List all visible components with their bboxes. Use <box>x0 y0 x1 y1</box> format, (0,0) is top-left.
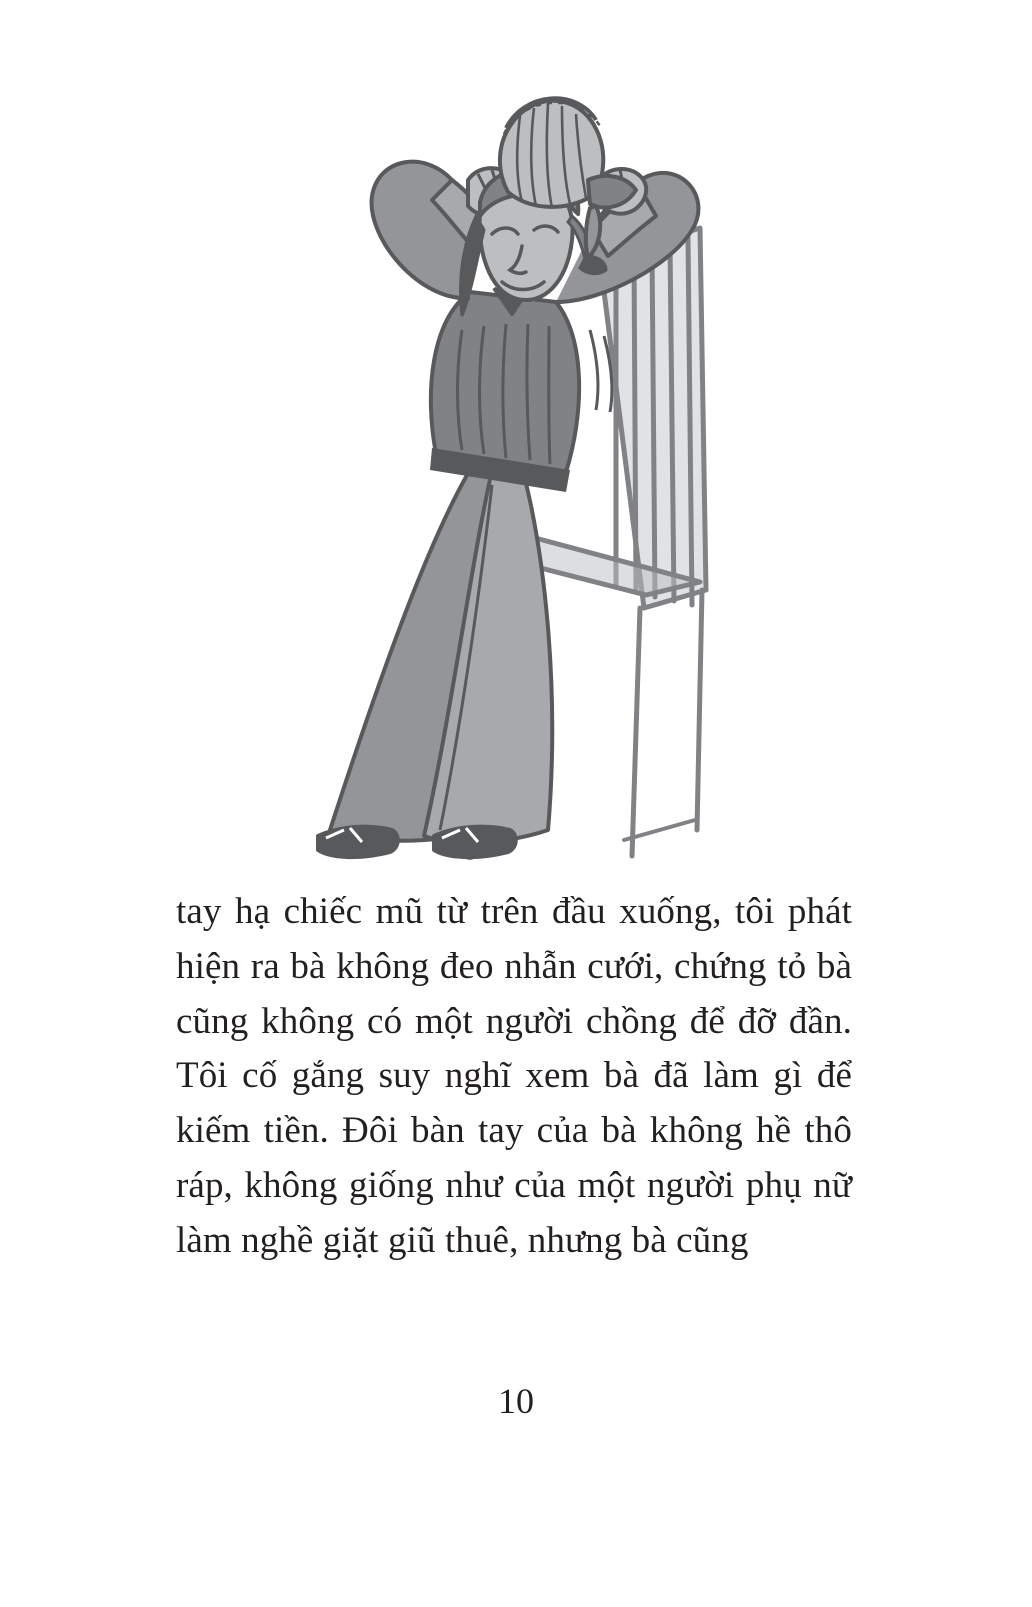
illustration-woman-removing-hat <box>0 30 1032 860</box>
page-body-text <box>176 885 852 1268</box>
page-number: 10 <box>498 1381 534 1421</box>
paragraph: tay hạ chiếc mũ từ trên đầu xuống, tôi phát hiện ra bà không đeo nhẫn cưới, chứng tỏ bà cũng không có một người chồng để đỡ đần. Tôi cố gắng suy nghĩ xem bà đã làm gì để kiếm tiền. Đôi bàn tay của bà không hề thô ráp, không giống như của một người phụ nữ làm nghề giặt giũ thuê, nhưng bà cũng <box>176 891 852 1261</box>
